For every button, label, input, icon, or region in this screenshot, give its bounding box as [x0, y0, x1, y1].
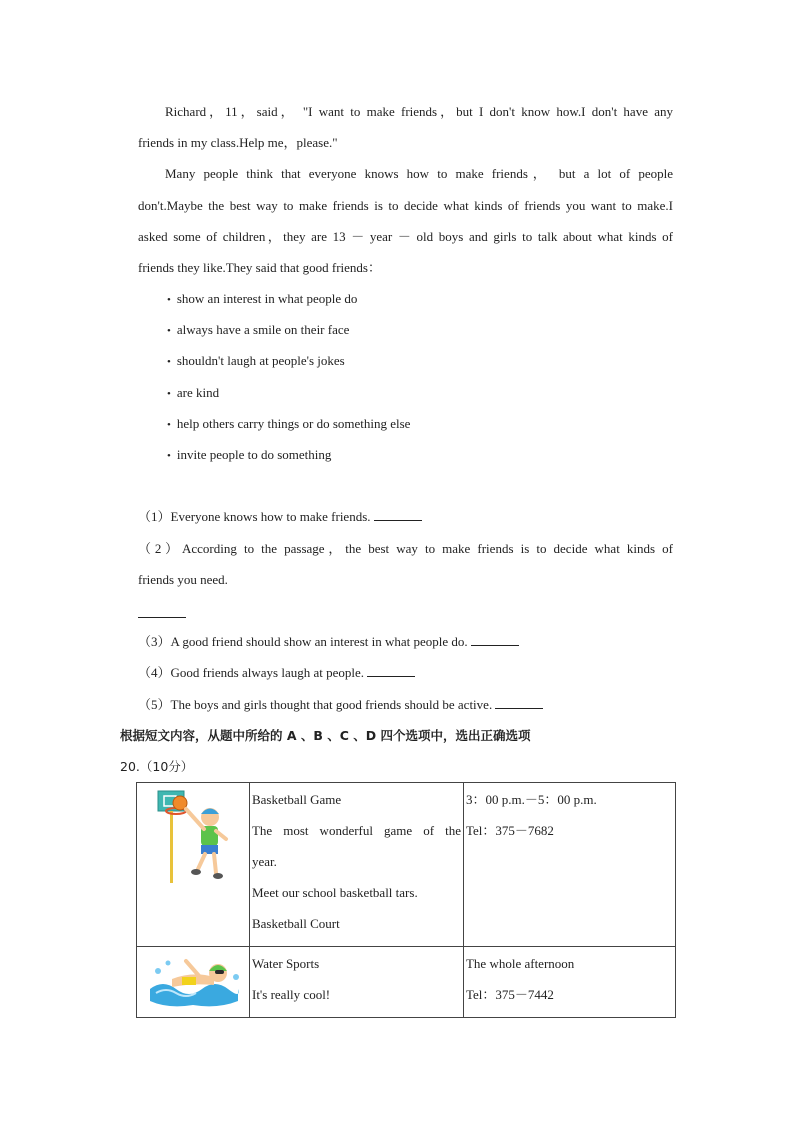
bullet-item: • always have a smile on their face: [167, 321, 349, 340]
question-3: [138, 633, 519, 651]
ad-title: Water Sports: [251, 956, 320, 971]
ad-image-cell: [137, 947, 250, 1018]
answer-blank-1[interactable]: [374, 508, 422, 521]
ad-tel: Tel：375－7442: [465, 987, 554, 1002]
ad-info-cell: [463, 947, 675, 1018]
question-1: [138, 508, 422, 526]
question-3-text: （3）A good friend should show an interest in what people do.: [138, 634, 468, 649]
question-2-line1: （2）According to the passage，the best way to make friends is to decide what kinds of: [138, 541, 673, 556]
passage-p2-line2: don't.Maybe the best way to make friends is to decide what kinds of friends you want to make.I: [138, 198, 673, 213]
section-instruction: 根据短文内容，从题中所给的 A 、B 、C 、D 四个选项中，选出正确选项: [120, 728, 531, 743]
ad-image-cell: [137, 783, 250, 947]
passage-p2-line3: asked some of children，they are 13 － year － old boys and girls to talk about what kinds of: [138, 229, 673, 244]
answer-blank-5[interactable]: [495, 696, 543, 709]
question-4-text: （4）Good friends always laugh at people.: [138, 665, 365, 680]
swimmer-icon: [138, 949, 248, 1011]
bullet-item: • invite people to do something: [167, 446, 331, 465]
answer-blank-2[interactable]: [138, 616, 186, 618]
ad-time: 3：00 p.m.－5：00 p.m.: [465, 792, 597, 807]
question-4: [138, 664, 415, 682]
passage-p2-line1: Many people think that everyone knows how to make friends， but a lot of people: [165, 166, 673, 181]
passage-p1-line1: Richard，11，said， "I want to make friends，but I don't know how.I don't have any: [165, 104, 673, 119]
passage-p2-line4: friends they like.They said that good friends：: [138, 260, 381, 275]
bullet-item: • help others carry things or do something else: [167, 415, 410, 434]
ad-time: The whole afternoon: [465, 956, 575, 971]
question-1-text: （1）Everyone knows how to make friends.: [138, 509, 371, 524]
ad-desc-line: Meet our school basketball tars.: [251, 885, 418, 900]
ad-desc-line: The most wonderful game of the: [251, 823, 461, 838]
ad-desc-line: year.: [251, 854, 277, 869]
ad-description-cell: [249, 783, 463, 947]
table-row: [137, 783, 676, 947]
question-number: 20.（10分）: [120, 759, 194, 774]
ads-table: [136, 782, 676, 1018]
question-5-text: （5）The boys and girls thought that good friends should be active.: [138, 697, 493, 712]
ad-description-cell: [249, 947, 463, 1018]
answer-blank-4[interactable]: [367, 664, 415, 677]
basketball-player-icon: [138, 787, 248, 897]
bullet-item: • are kind: [167, 384, 219, 403]
table-row: [137, 947, 676, 1018]
ad-tel: Tel：375－7682: [465, 823, 554, 838]
ad-info-cell: [463, 783, 675, 947]
question-5: [138, 696, 543, 714]
ad-title: Basketball Game: [251, 792, 342, 807]
bullet-item: • shouldn't laugh at people's jokes: [167, 352, 345, 371]
question-2-line2: friends you need.: [138, 572, 228, 587]
answer-blank-3[interactable]: [471, 633, 519, 646]
bullet-item: • show an interest in what people do: [167, 290, 357, 309]
ad-desc-line: It's really cool!: [251, 987, 331, 1002]
ad-place: Basketball Court: [251, 916, 340, 931]
passage-p1-line2: friends in my class.Help me，please.": [138, 135, 338, 150]
